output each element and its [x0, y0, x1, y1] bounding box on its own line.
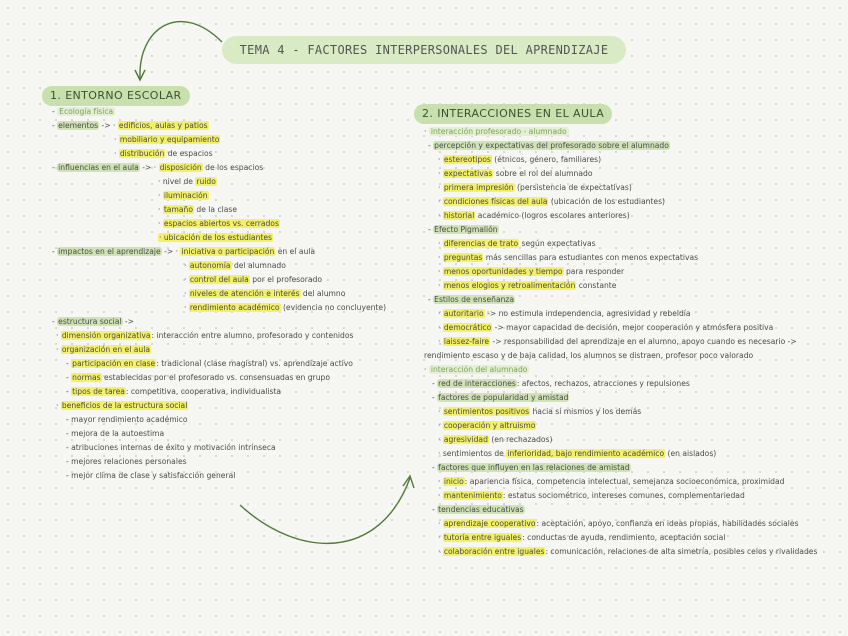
highlighted-term: factores que influyen en las relaciones de amistad: [438, 463, 630, 472]
note-text: ·: [438, 421, 443, 430]
note-text: -: [428, 295, 434, 304]
note-text: (ubicación de los estudiantes): [548, 197, 666, 206]
note-text: : competitiva, cooperativa, individualista: [125, 387, 282, 396]
highlighted-term: distribución: [119, 149, 165, 158]
highlighted-term: diferencias de trato: [443, 239, 519, 248]
note-text: -: [66, 387, 72, 396]
note-line: [52, 162, 263, 174]
highlighted-term: tipos de tarea: [72, 387, 125, 396]
note-text: ·: [438, 491, 443, 500]
note-line: [158, 232, 273, 244]
note-line: [158, 204, 237, 216]
note-line: [438, 518, 799, 530]
highlighted-term: menos elogios y retroalimentación: [443, 281, 576, 290]
note-text: : conductas de ayuda, rendimiento, aceptación social: [522, 533, 726, 542]
note-text: -: [52, 317, 58, 326]
note-text: establecidas por el profesorado vs. consensuadas en grupo: [101, 373, 330, 382]
note-text: ·: [438, 267, 443, 276]
note-line: [438, 336, 797, 348]
note-text: ·: [438, 253, 443, 262]
note-text: ·: [56, 331, 61, 340]
note-text: ·: [438, 477, 443, 486]
note-text: - mejores relaciones personales: [66, 457, 187, 466]
highlighted-term: inferioridad, bajo rendimiento académico: [507, 449, 665, 458]
note-line: [52, 316, 134, 328]
highlighted-term: menos oportunidades y tiempo: [443, 267, 563, 276]
page-title: TEMA 4 - FACTORES INTERPERSONALES DEL APRENDIZAJE: [222, 36, 626, 64]
highlighted-term: Efecto Pigmalión: [434, 225, 498, 234]
note-line: [438, 252, 698, 264]
note-text: en el aula: [275, 247, 316, 256]
note-text: ·: [438, 337, 443, 346]
note-line: [438, 210, 630, 222]
note-text: para responder: [563, 267, 625, 276]
highlighted-term: tendencias educativas: [438, 505, 524, 514]
note-line: [438, 490, 745, 502]
note-line: [438, 532, 725, 544]
highlighted-term: laissez-faire: [443, 337, 490, 346]
note-text: ·: [438, 197, 443, 206]
note-line: [432, 504, 525, 516]
note-line: [438, 182, 632, 194]
highlighted-term: ruido: [196, 177, 216, 186]
note-text: ·: [438, 519, 443, 528]
note-line: [438, 406, 641, 418]
note-text: del alumno: [300, 289, 346, 298]
note-line: [184, 302, 386, 314]
note-line: [432, 378, 690, 390]
section-heading-interacciones-aula: 2. INTERACCIONES EN EL AULA: [414, 104, 612, 124]
note-text: -> responsabilidad del aprendizaje en el alumno, apoyo cuando es necesario ->: [490, 337, 797, 346]
note-line: [424, 364, 529, 376]
note-text: ·: [158, 219, 163, 228]
highlighted-term: tutoría entre iguales: [443, 533, 522, 542]
note-line: [66, 414, 188, 426]
note-text: de espacios: [165, 149, 213, 158]
note-text: -: [428, 141, 434, 150]
note-text: constante: [576, 281, 617, 290]
note-line: [424, 126, 569, 138]
note-line: [184, 260, 286, 272]
note-line: [52, 246, 315, 258]
note-line: [438, 420, 536, 432]
curved-arrow-top: [140, 22, 222, 78]
note-text: -: [52, 247, 58, 256]
highlighted-term: edificios, aulas y patios: [118, 121, 208, 130]
note-text: -: [432, 393, 438, 402]
note-text: ·: [438, 183, 443, 192]
note-text: (étnicos, género, familiares): [491, 155, 602, 164]
note-line: [66, 386, 281, 398]
curved-arrow-bottom: [240, 478, 410, 543]
note-line: [158, 190, 209, 202]
note-line: [158, 176, 217, 188]
highlighted-term: organización en el aula: [61, 345, 150, 354]
note-line: [438, 476, 784, 488]
note-line: [184, 288, 345, 300]
highlighted-term: interacción del alumnado: [430, 365, 528, 374]
note-text: ·: [184, 261, 189, 270]
highlighted-term: autonomía: [189, 261, 231, 270]
note-text: -> ·: [99, 121, 118, 130]
note-text: ·: [158, 205, 163, 214]
note-line: [438, 308, 691, 320]
note-text: · nivel de: [158, 177, 196, 186]
note-line: [438, 434, 552, 446]
note-line: [438, 448, 716, 460]
note-line: [438, 168, 592, 180]
note-text: : tradicional (clase magistral) vs. aprendizaje activo: [156, 359, 353, 368]
note-text: de la clase: [193, 205, 238, 214]
note-line: [438, 546, 817, 558]
note-line: [424, 350, 753, 362]
note-text: -: [66, 373, 72, 382]
highlighted-term: interacción profesorado - alumnado: [430, 127, 567, 136]
note-text: - mayor rendimiento académico: [66, 415, 188, 424]
note-text: ·: [438, 435, 443, 444]
note-line: [66, 372, 330, 384]
note-text: -> ·: [139, 163, 159, 172]
note-line: [428, 140, 670, 152]
note-text: ·: [424, 365, 429, 374]
note-text: ·: [184, 289, 189, 298]
note-text: (en aislados): [665, 449, 717, 458]
note-line: [438, 154, 601, 166]
section-heading-entorno-escolar: 1. ENTORNO ESCOLAR: [42, 86, 190, 106]
note-text: hacia sí mismos y los demás: [530, 407, 642, 416]
note-line: [114, 148, 213, 160]
highlighted-term: influencias en el aula: [58, 163, 139, 172]
note-text: : comunicación, relaciones de alta simetría, posibles celos y rivalidades: [545, 547, 818, 556]
highlighted-term: participación en clase: [72, 359, 156, 368]
note-text: -: [52, 107, 58, 116]
highlighted-term: espacios abiertos vs. cerrados: [163, 219, 279, 228]
note-line: [438, 322, 773, 334]
note-text: sobre el rol del alumnado: [493, 169, 593, 178]
note-text: -: [52, 163, 58, 172]
note-line: [66, 470, 235, 482]
note-text: ·: [438, 239, 443, 248]
note-text: - mejor clima de clase y satisfacción general: [66, 471, 236, 480]
highlighted-term: normas: [72, 373, 101, 382]
highlighted-term: agresividad: [443, 435, 488, 444]
highlighted-term: Ecología física: [59, 107, 114, 116]
highlighted-term: red de interacciones: [438, 379, 516, 388]
highlighted-term: dimensión organizativa: [61, 331, 151, 340]
note-text: - mejora de la autoestima: [66, 429, 165, 438]
highlighted-term: autoritario: [443, 309, 484, 318]
note-text: ·: [438, 533, 443, 542]
note-text: ·: [438, 309, 443, 318]
note-text: ·: [56, 401, 61, 410]
note-text: ·: [424, 127, 429, 136]
note-line: [66, 456, 187, 468]
note-text: ·: [438, 547, 443, 556]
note-text: ·: [184, 275, 189, 284]
highlighted-term: aprendizaje cooperativo: [443, 519, 536, 528]
note-text: -> no estimula independencia, agresividad y rebeldía: [484, 309, 691, 318]
highlighted-term: control del aula: [189, 275, 249, 284]
note-text: (en rechazados): [488, 435, 553, 444]
note-text: más sencillas para estudiantes con menos expectativas: [483, 253, 699, 262]
note-text: del alumnado: [231, 261, 286, 270]
note-text: : afectos, rechazos, atracciones y repulsiones: [516, 379, 690, 388]
note-line: [66, 428, 164, 440]
note-line: [66, 442, 276, 454]
note-text: -: [432, 463, 438, 472]
note-text: - atribuciones internas de éxito y motivación intrínseca: [66, 443, 276, 452]
highlighted-term: factores de popularidad y amistad: [438, 393, 569, 402]
note-text: ·: [438, 155, 443, 164]
note-line: [438, 266, 624, 278]
note-line: [432, 462, 631, 474]
note-text: ·: [438, 407, 443, 416]
note-text: por el profesorado: [249, 275, 323, 284]
highlighted-term: democrático: [443, 323, 492, 332]
highlighted-term: estereotipos: [443, 155, 491, 164]
note-text: · sentimientos de: [438, 449, 507, 458]
note-text: ·: [438, 323, 443, 332]
note-line: [438, 280, 616, 292]
note-text: : aceptación, apoyo, confianza en ideas propias, habilidades sociales: [536, 519, 799, 528]
highlighted-term: tamaño: [163, 205, 193, 214]
note-text: -: [428, 225, 434, 234]
highlighted-term: mobiliario y equipamiento: [119, 135, 220, 144]
note-line: [56, 400, 188, 412]
note-text: -: [432, 379, 438, 388]
note-text: -: [52, 121, 58, 130]
note-text: de los espacios: [202, 163, 264, 172]
highlighted-term: estructura social: [58, 317, 122, 326]
note-line: [56, 330, 353, 342]
note-text: ·: [114, 149, 119, 158]
highlighted-term: Estilos de enseñanza: [434, 295, 515, 304]
note-text: ->: [122, 317, 135, 326]
note-text: ·: [184, 303, 189, 312]
highlighted-term: iluminación: [163, 191, 208, 200]
note-text: : interacción entre alumno, profesorado y contenidos: [151, 331, 354, 340]
note-line: [438, 196, 665, 208]
highlighted-term: iniciativa o participación: [181, 247, 275, 256]
highlighted-term: preguntas: [443, 253, 483, 262]
note-line: [428, 224, 499, 236]
note-text: ·: [438, 169, 443, 178]
note-text: ·: [158, 191, 163, 200]
note-text: (persistencia de expectativas): [514, 183, 632, 192]
note-line: [438, 238, 596, 250]
highlighted-term: cooperación y altruismo: [443, 421, 536, 430]
note-text: -: [432, 505, 438, 514]
highlighted-term: disposición: [159, 163, 202, 172]
highlighted-term: rendimiento académico: [189, 303, 280, 312]
note-line: [184, 274, 322, 286]
note-line: [158, 218, 280, 230]
note-line: [56, 344, 151, 356]
highlighted-term: elementos: [58, 121, 99, 130]
highlighted-term: niveles de atención e interés: [189, 289, 300, 298]
note-text: según expectativas: [519, 239, 596, 248]
highlighted-term: historial: [443, 211, 475, 220]
highlighted-term: primera impresión: [443, 183, 514, 192]
note-text: -> ·: [161, 247, 181, 256]
highlighted-term: condiciones físicas del aula: [443, 197, 548, 206]
note-text: ·: [438, 281, 443, 290]
highlighted-term: mantenimiento: [443, 491, 502, 500]
highlighted-term: expectativas: [443, 169, 493, 178]
note-text: : apariencia física, competencia intelectual, semejanza socioeconómica, proximidad: [464, 477, 785, 486]
highlighted-term: beneficios de la estructura social: [61, 401, 188, 410]
note-text: -> mayor capacidad de decisión, mejor cooperación y atmósfera positiva: [492, 323, 774, 332]
highlighted-term: inicio: [443, 477, 464, 486]
note-text: rendimiento escaso y de baja calidad, los alumnos se distraen, profesor poco valorado: [424, 351, 754, 360]
highlighted-term: colaboración entre iguales: [443, 547, 545, 556]
highlighted-term: impactos en el aprendizaje: [58, 247, 161, 256]
note-text: ·: [56, 345, 61, 354]
note-line: [52, 120, 209, 132]
note-text: : estatus sociométrico, intereses comunes, complementariedad: [502, 491, 745, 500]
highlighted-term: sentimientos positivos: [443, 407, 530, 416]
note-text: ·: [438, 211, 443, 220]
note-text: ·: [114, 135, 119, 144]
note-line: [114, 134, 220, 146]
note-text: (evidencia no concluyente): [280, 303, 387, 312]
note-text: académico (logros escolares anteriores): [475, 211, 630, 220]
note-line: [428, 294, 515, 306]
note-text: -: [66, 359, 72, 368]
note-line: [66, 358, 353, 370]
note-line: [432, 392, 569, 404]
note-line: [52, 106, 115, 118]
highlighted-term: · ubicación de los estudiantes: [159, 233, 273, 242]
highlighted-term: percepción y expectativas del profesorado sobre el alumnado: [434, 141, 669, 150]
